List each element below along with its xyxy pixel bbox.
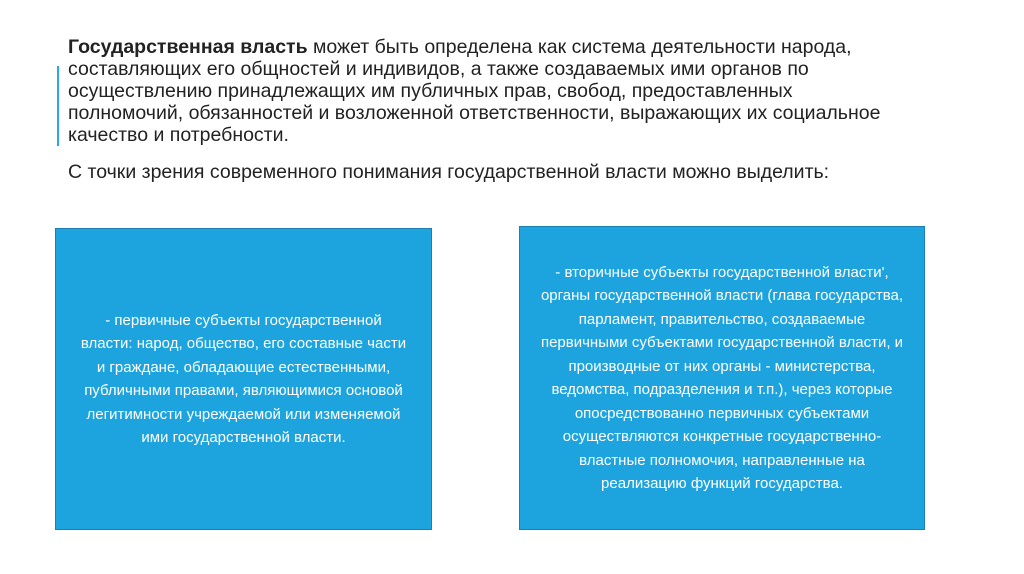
accent-bar xyxy=(57,66,59,146)
subheading: С точки зрения современного понимания государственной власти можно выделить: xyxy=(68,161,830,183)
intro-term: Государственная власть xyxy=(68,36,308,58)
primary-subjects-text: - первичные субъекты государственной власти: народ, общество, его составные части и граждане, обладающие естественными, публичными правами, являющимися основой легитимности учреждаемой или изменяемой ими государственной власти. xyxy=(80,311,407,446)
secondary-subjects-box xyxy=(519,226,925,530)
primary-subjects-box xyxy=(55,228,432,530)
secondary-subjects-text: - вторичные субъекты государственной власти', органы государственной власти (глава государства, парламент, правительство, создаваемые первичными субъектами государственной власти, и производные от них органы - министерства, ведомства, подразделения и т.п.), через которые опосредствованно первичных субъектами осуществляются конкретные государственно-властные полномочия, направленные на реализацию функций государства. xyxy=(540,263,904,492)
intro-paragraph xyxy=(68,36,908,146)
intro-text: может быть определена как система деятельности народа, составляющих его общностей и индивидов, а также создаваемых ими органов по осуществлению принадлежащих им публичных прав, свобод, предоставленных полномочий, обязанностей и возложенной ответственности, выражающих их социальное качество и потребности. xyxy=(68,36,881,146)
